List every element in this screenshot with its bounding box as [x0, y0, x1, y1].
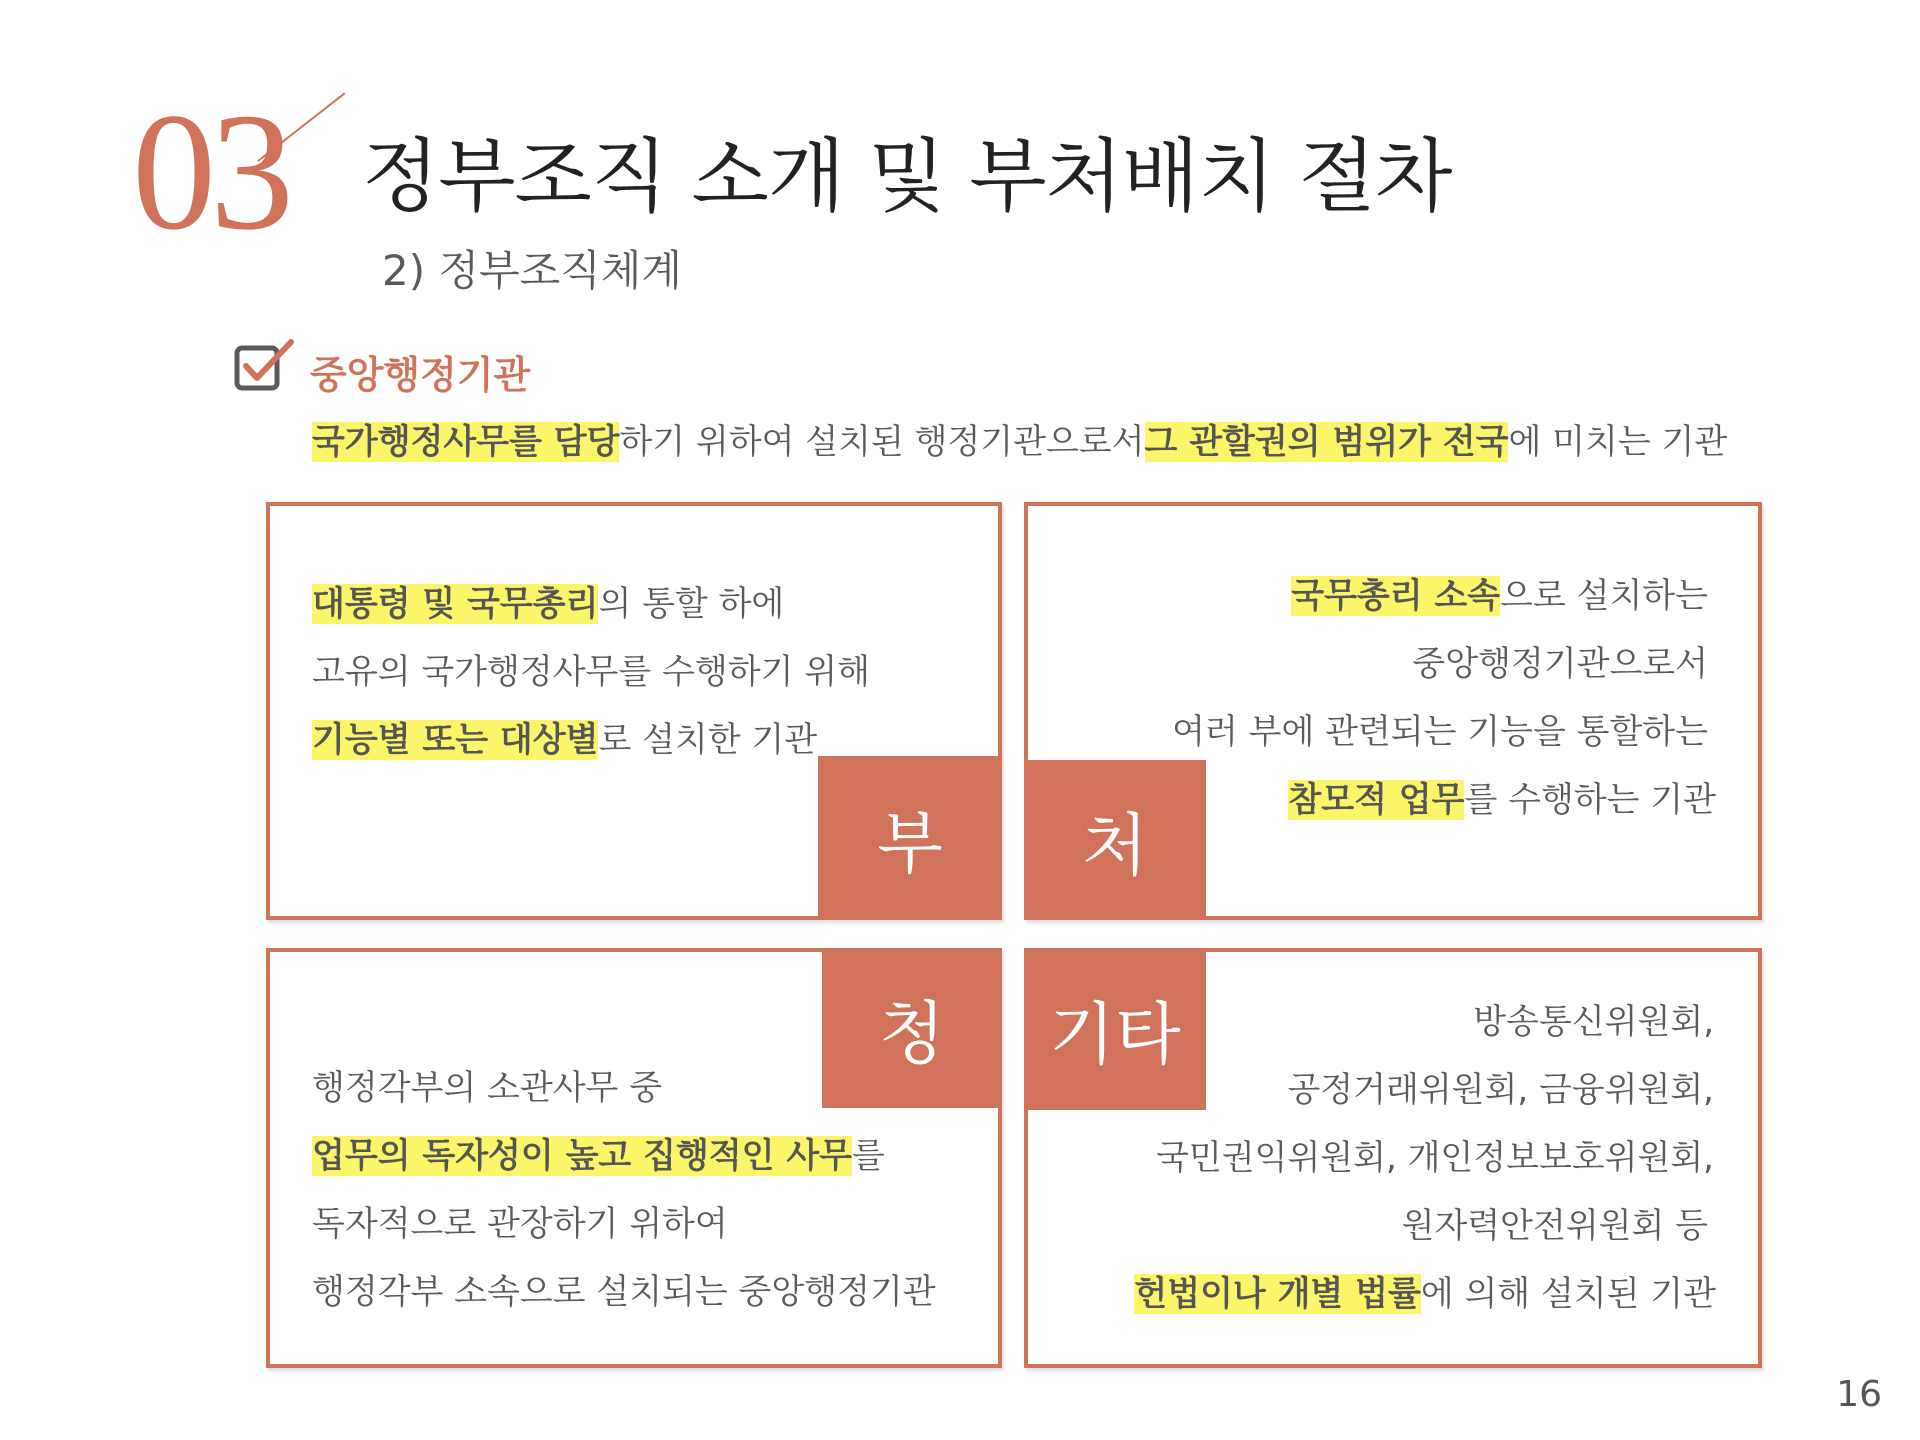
- section-description: [312, 414, 1727, 463]
- bu-highlight-3: 기능별 또는 대상별: [312, 720, 599, 760]
- page-subtitle: 2) 정부조직체계: [382, 246, 682, 295]
- cheong-line-3: 독자적으로 관장하기 위하여: [312, 1204, 728, 1244]
- cheong-line-1: 행정각부의 소관사무 중: [312, 1068, 663, 1108]
- desc-highlight-2: 그 관할권의 범위가 전국: [1144, 422, 1509, 462]
- cheong-text-2: 를: [852, 1136, 885, 1176]
- cheo-line-3: 여러 부에 관련되는 기능을 통할하는: [1172, 712, 1708, 752]
- cheo-line-2: 중앙행정기관으로서: [1412, 644, 1708, 684]
- page-number: 16: [1836, 1374, 1882, 1415]
- cheo-highlight-4: 참모적 업무: [1288, 780, 1465, 820]
- desc-highlight-1: 국가행정사무를 담당: [312, 422, 620, 462]
- section-number: 03: [132, 79, 288, 265]
- cheo-line-1: [1291, 572, 1708, 620]
- cheo-text-4: 를 수행하는 기관: [1464, 780, 1716, 820]
- desc-text-2: 에 미치는 기관: [1508, 422, 1728, 462]
- cheo-line-4: [1288, 776, 1716, 824]
- gita-line-1: 방송통신위원회,: [1473, 1002, 1714, 1042]
- cheo-highlight-1: 국무총리 소속: [1291, 576, 1501, 616]
- bu-line-3: [312, 716, 817, 764]
- cheong-line-2: [312, 1132, 885, 1180]
- cheong-line-4: 행정각부 소속으로 설치되는 중앙행정기관: [312, 1272, 936, 1312]
- bu-line-1: [312, 580, 784, 628]
- bu-text-3: 로 설치한 기관: [598, 720, 818, 760]
- gita-line-5: [1134, 1270, 1716, 1318]
- gita-line-3: 국민권익위원회, 개인정보보호위원회,: [1156, 1138, 1714, 1178]
- gita-highlight-5: 헌법이나 개별 법률: [1134, 1274, 1421, 1314]
- cheong-tag: 청: [822, 948, 1002, 1108]
- checkbox-icon: [234, 338, 296, 394]
- bu-highlight-1: 대통령 및 국무총리: [312, 584, 599, 624]
- cheo-tag: 처: [1024, 760, 1206, 920]
- page-title: 정부조직 소개 및 부처배치 절차: [362, 130, 1452, 223]
- section-title: 중앙행정기관: [310, 353, 531, 397]
- bu-line-2: 고유의 국가행정사무를 수행하기 위해: [312, 652, 870, 692]
- cheong-highlight-2: 업무의 독자성이 높고 집행적인 사무: [312, 1136, 853, 1176]
- gita-tag: 기타: [1024, 948, 1206, 1110]
- gita-line-4: 원자력안전위원회 등: [1401, 1206, 1708, 1246]
- gita-line-2: 공정거래위원회, 금융위원회,: [1287, 1070, 1714, 1110]
- desc-text-1: 하기 위하여 설치된 행정기관으로서: [619, 422, 1145, 462]
- gita-text-5: 에 의해 설치된 기관: [1420, 1274, 1716, 1314]
- cheo-text-1: 으로 설치하는: [1500, 576, 1708, 616]
- bu-text-1: 의 통할 하에: [598, 584, 785, 624]
- bu-tag: 부: [818, 756, 1002, 920]
